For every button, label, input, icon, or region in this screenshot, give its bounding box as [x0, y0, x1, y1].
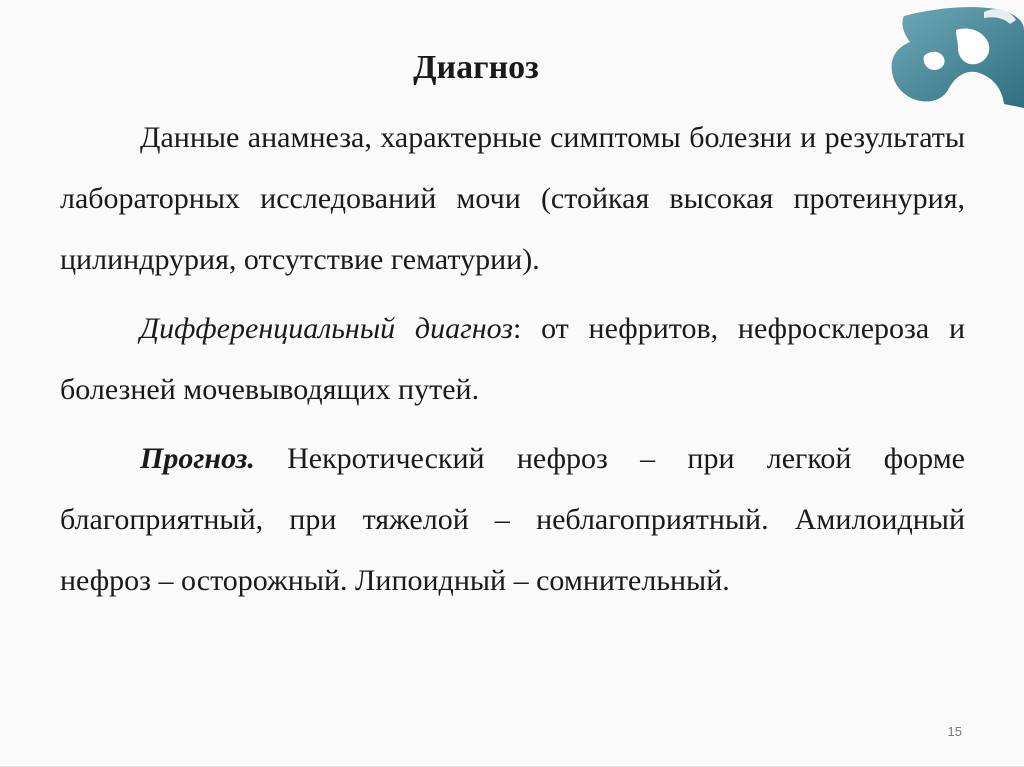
differential-diagnosis-text: от нефритов, нефросклероза и болезней мочевыводящих путей. [60, 312, 965, 406]
differential-diagnosis-label: Дифференциальный диагноз [140, 312, 513, 345]
prognosis-paragraph [60, 428, 965, 611]
prognosis-text: Некротический нефроз – при легкой форме благоприятный, при тяжелой – неблагоприятный. Амилоидный нефроз – осторожный. Липоидный – сомнительный. [60, 442, 965, 597]
diagnosis-text: Данные анамнеза, характерные симптомы болезни и результаты лабораторных исследований мочи (стойкая высокая протеинурия, цилиндрурия, отсутствие гематурии). [60, 121, 965, 276]
differential-diagnosis-colon: : [512, 312, 522, 345]
differential-diagnosis-paragraph [60, 298, 965, 420]
prognosis-label: Прогноз. [140, 442, 255, 475]
page-number: 15 [947, 724, 962, 739]
diagnosis-paragraph [60, 107, 965, 290]
page-title: Диагноз [413, 49, 539, 86]
body-text [60, 107, 965, 611]
